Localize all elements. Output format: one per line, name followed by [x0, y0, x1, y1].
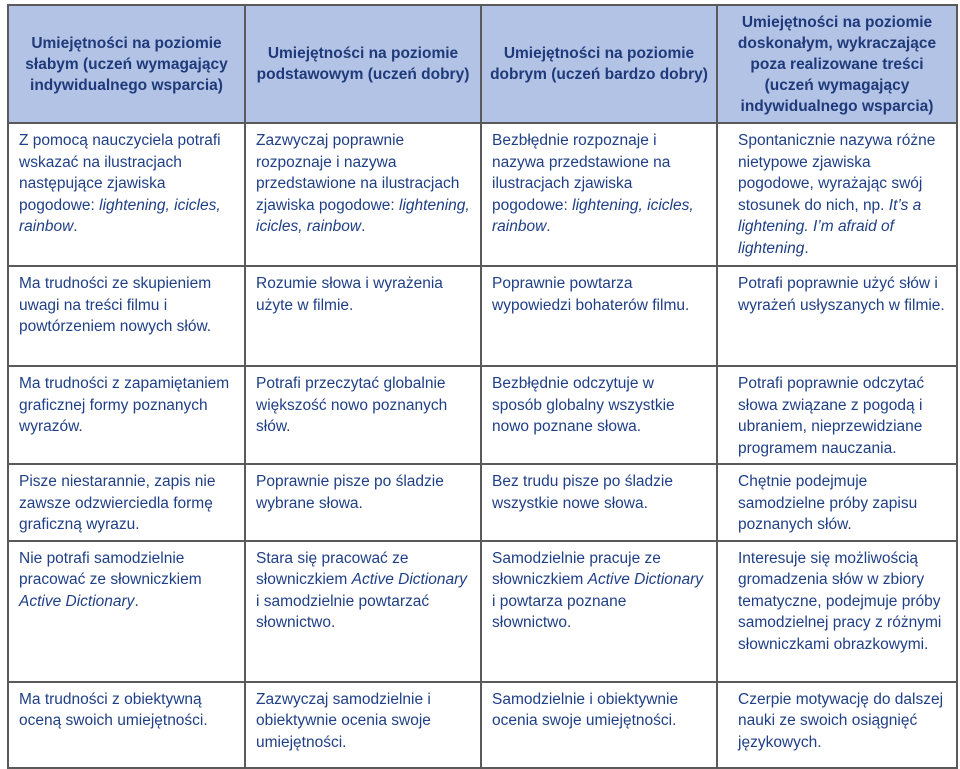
text-run: Stara się pracować ze słowniczkiem: [256, 549, 409, 588]
text-run: Poprawnie pisze po śladzie wybrane słowa.: [256, 473, 444, 512]
cell-text: [256, 373, 470, 438]
text-run: Potrafi przeczytać globalnie większość nowo poznanych słów.: [256, 375, 448, 435]
italic-text-run: It’s a lightening. I’m afraid of lightening: [738, 196, 922, 257]
skills-assessment-table: [7, 4, 958, 769]
text-run: Bez trudu pisze po śladzie wszystkie nowe słowa.: [492, 473, 673, 512]
table-row: [8, 682, 957, 768]
text-run: Zazwyczaj samodzielnie i obiektywnie ocenia swoje umiejętności.: [256, 690, 431, 751]
cell-text: [738, 471, 946, 536]
cell-text: [256, 273, 470, 316]
text-run: Pisze niestarannie, zapis nie zawsze odzwierciedla formę graficzną wyrazu.: [19, 473, 216, 533]
text-run: Interesuje się możliwością gromadzenia słów w zbiory tematyczne, podejmuje próby samodzielnej pracy z różnymi słowniczkami obrazkowymi.: [738, 549, 942, 653]
table-cell: [245, 123, 481, 266]
table-cell: [8, 682, 245, 768]
text-run: Rozumie słowa i wyrażenia użyte w filmie.: [256, 275, 443, 314]
table-cell: [481, 123, 717, 266]
text-run: Zazwyczaj poprawnie rozpoznaje i nazywa przedstawione na ilustracjach zjawiska pogodowe:: [256, 132, 460, 214]
text-run: Samodzielnie i obiektywnie ocenia swoje umiejętności.: [492, 690, 679, 729]
cell-text: [19, 689, 234, 732]
text-run: .: [804, 239, 809, 257]
text-run: Ma trudności ze skupieniem uwagi na treści filmu i powtórzeniem nowych słów.: [19, 275, 212, 335]
italic-text-run: Active Dictionary: [19, 592, 135, 610]
table-body: [8, 123, 957, 768]
text-run: Ma trudności z obiektywną oceną swoich umiejętności.: [19, 690, 208, 729]
cell-text: [19, 471, 234, 536]
italic-text-run: lightening, icicles, rainbow: [492, 196, 694, 235]
cell-text: [738, 689, 946, 754]
header-basic-level: Umiejętności na poziomie podstawowym (uczeń dobry): [245, 5, 481, 123]
text-run: i powtarza poznane słownictwo.: [492, 592, 627, 631]
table-cell: [245, 682, 481, 768]
cell-text: [19, 548, 234, 613]
text-run: Chętnie podejmuje samodzielne próby zapisu poznanych słów.: [738, 473, 918, 533]
table-cell: [245, 464, 481, 541]
text-run: Z pomocą nauczyciela potrafi wskazać na ilustracjach następujące zjawiska pogodowe:: [19, 132, 221, 214]
italic-text-run: Active Dictionary: [587, 571, 704, 588]
table-cell: [717, 682, 957, 768]
table-cell: [717, 541, 957, 682]
table-cell: [481, 266, 717, 366]
table-row: [8, 464, 957, 541]
cell-text: [492, 130, 706, 238]
text-run: Nie potrafi samodzielnie pracować ze słowniczkiem: [19, 549, 202, 588]
text-run: .: [546, 218, 551, 235]
table-cell: [8, 266, 245, 366]
table-cell: [8, 464, 245, 541]
cell-text: [256, 130, 470, 238]
table-row: [8, 541, 957, 682]
cell-text: [738, 548, 946, 656]
cell-text: [738, 373, 946, 459]
table-cell: [245, 541, 481, 682]
header-row: [8, 5, 957, 123]
table-cell: [481, 464, 717, 541]
text-run: Potrafi poprawnie użyć słów i wyrażeń usłyszanych w filmie.: [738, 275, 945, 314]
cell-text: [256, 689, 470, 754]
text-run: Samodzielnie pracuje ze słowniczkiem: [492, 549, 661, 588]
cell-text: [738, 273, 946, 316]
text-run: i samodzielnie powtarzać słownictwo.: [256, 592, 430, 631]
cell-text: [256, 471, 470, 514]
table-cell: [481, 682, 717, 768]
text-run: Ma trudności z zapamiętaniem graficznej formy poznanych wyrazów.: [19, 375, 230, 435]
cell-text: [492, 548, 706, 634]
table-cell: [8, 541, 245, 682]
table-cell: [481, 541, 717, 682]
table-cell: [245, 366, 481, 464]
cell-text: [19, 130, 234, 238]
cell-text: [492, 273, 706, 316]
cell-text: [492, 471, 706, 514]
cell-text: [738, 130, 946, 259]
header-weak-level: Umiejętności na poziomie słabym (uczeń wymagający indywidualnego wsparcia): [8, 5, 245, 123]
text-run: Spontanicznie nazywa różne nietypowe zjawiska pogodowe, wyrażając swój stosunek do nich, np.: [738, 132, 936, 214]
text-run: Bezbłędnie odczytuje w sposób globalny wszystkie nowo poznane słowa.: [492, 375, 675, 435]
table-row: [8, 123, 957, 266]
italic-text-run: lightening, icicles, rainbow: [19, 196, 221, 235]
header-good-level: Umiejętności na poziomie dobrym (uczeń bardzo dobry): [481, 5, 717, 123]
text-run: Potrafi poprawnie odczytać słowa związane z pogodą i ubraniem, nieprzewidziane programem nauczania.: [738, 375, 925, 457]
header-excellent-level: Umiejętności na poziomie doskonałym, wykraczające poza realizowane treści (uczeń wymagający indywidualnego wsparcia): [717, 5, 957, 123]
text-run: .: [73, 218, 78, 235]
table-cell: [245, 266, 481, 366]
table-cell: [717, 366, 957, 464]
cell-text: [492, 689, 706, 732]
table-cell: [8, 123, 245, 266]
table-row: [8, 266, 957, 366]
cell-text: [256, 548, 470, 634]
text-run: Poprawnie powtarza wypowiedzi bohaterów filmu.: [492, 275, 690, 314]
table-cell: [717, 123, 957, 266]
text-run: Czerpie motywację do dalszej nauki ze swoich osiągnięć językowych.: [738, 690, 944, 751]
text-run: .: [134, 592, 139, 610]
table-cell: [481, 366, 717, 464]
italic-text-run: Active Dictionary: [351, 571, 468, 588]
cell-text: [492, 373, 706, 438]
table-cell: [8, 366, 245, 464]
text-run: Bezbłędnie rozpoznaje i nazywa przedstawione na ilustracjach zjawiska pogodowe:: [492, 132, 671, 214]
text-run: .: [361, 218, 366, 235]
cell-text: [19, 273, 234, 338]
italic-text-run: lightening, icicles, rainbow: [256, 196, 470, 235]
table-cell: [717, 266, 957, 366]
table-cell: [717, 464, 957, 541]
table-row: [8, 366, 957, 464]
cell-text: [19, 373, 234, 438]
